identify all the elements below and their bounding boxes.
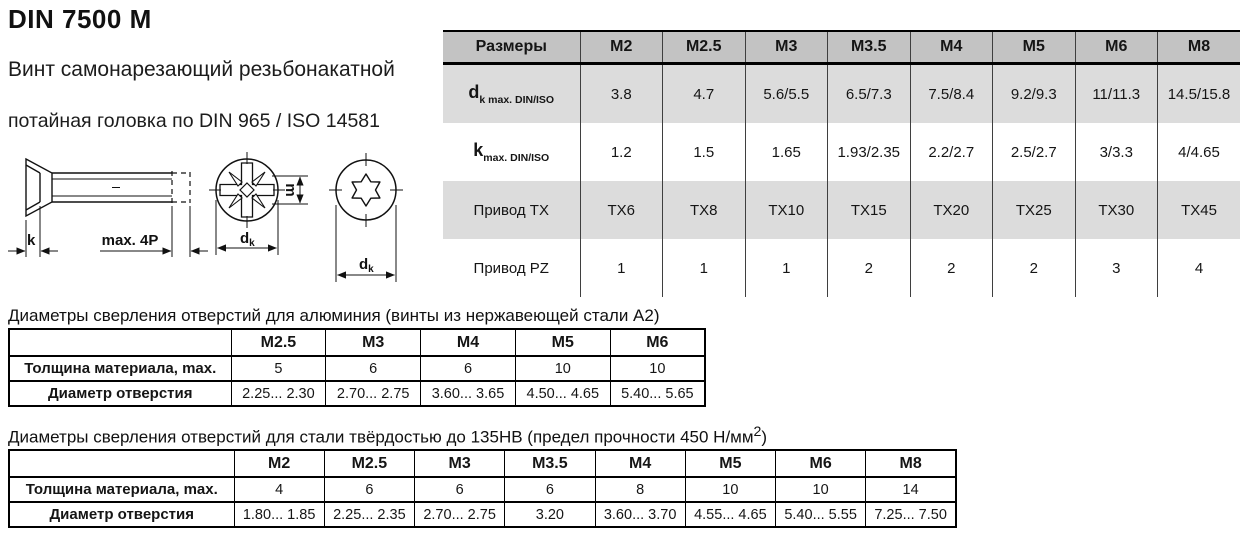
- cell-value: 14: [866, 477, 956, 502]
- row-k-max: [443, 123, 1240, 181]
- head-standard-note: потайная головка по DIN 965 / ISO 14581: [8, 110, 380, 132]
- cell-value: 5.40... 5.55: [776, 502, 866, 527]
- row-drive-pz: [443, 239, 1240, 297]
- dim-label-dk-pz: $d_k$: [240, 230, 255, 249]
- cell-value: 1.5: [663, 123, 746, 181]
- col-header-sizes: Размеры: [443, 31, 580, 64]
- dimensions-header-row: [443, 31, 1240, 64]
- col-header-m8: M8: [866, 450, 956, 477]
- cell-value: 6.5/7.3: [828, 64, 911, 124]
- row-label-k: $k_{max. DIN/ISO}$: [473, 140, 550, 164]
- cell-value: 11/11.3: [1075, 64, 1158, 124]
- col-header-m5: M5: [685, 450, 775, 477]
- cell-value: 1.65: [745, 123, 828, 181]
- cell-value: 3/3.3: [1075, 123, 1158, 181]
- col-header-m3: M3: [415, 450, 505, 477]
- cell-value: 1.93/2.35: [828, 123, 911, 181]
- cell-value: 10: [610, 356, 705, 381]
- cell-value: 10: [515, 356, 610, 381]
- cell-value: 6: [421, 356, 516, 381]
- cell-value: TX25: [993, 181, 1076, 239]
- superscript-2: 2: [753, 424, 762, 440]
- row-label-hole-diameter: Диаметр отверстия: [9, 502, 234, 527]
- col-header-empty: [9, 329, 231, 356]
- cell-value: 9.2/9.3: [993, 64, 1076, 124]
- cell-value: 4.55... 4.65: [685, 502, 775, 527]
- cell-value: 6: [324, 477, 414, 502]
- col-header-empty: [9, 450, 234, 477]
- col-header-m3: M3: [326, 329, 421, 356]
- cell-value: 3: [1075, 239, 1158, 297]
- cell-value: 2: [993, 239, 1076, 297]
- col-header-m2_5: M2.5: [231, 329, 326, 356]
- aluminum-header-row: [9, 329, 705, 356]
- cell-value: 3.60... 3.70: [595, 502, 685, 527]
- cell-value: TX15: [828, 181, 911, 239]
- dim-label-dk-tx: $d_k$: [359, 256, 374, 275]
- product-description: Винт самонарезающий резьбонакатной: [8, 58, 395, 81]
- cell-value: TX8: [663, 181, 746, 239]
- col-header-m3_5: M3.5: [828, 31, 911, 64]
- cell-value: TX6: [580, 181, 663, 239]
- cell-value: 3.8: [580, 64, 663, 124]
- aluminum-table: [8, 328, 706, 407]
- cell-value: 6: [415, 477, 505, 502]
- col-header-m2: M2: [580, 31, 663, 64]
- cell-value: 6: [326, 356, 421, 381]
- col-header-m3: M3: [745, 31, 828, 64]
- cell-value: 3.20: [505, 502, 595, 527]
- aluminum-hole-diameter-row: [9, 381, 705, 406]
- page-title: DIN 7500 M: [8, 4, 152, 34]
- col-header-m2_5: M2.5: [663, 31, 746, 64]
- cell-value: 2.70... 2.75: [415, 502, 505, 527]
- dim-label-m: m: [282, 183, 299, 197]
- cell-value: 4.7: [663, 64, 746, 124]
- cell-value: 1: [745, 239, 828, 297]
- row-drive-tx: [443, 181, 1240, 239]
- steel-header-row: [9, 450, 956, 477]
- steel-thickness-row: [9, 477, 956, 502]
- col-header-m5: M5: [515, 329, 610, 356]
- cell-value: 2.25... 2.35: [324, 502, 414, 527]
- cell-value: 14.5/15.8: [1158, 64, 1241, 124]
- cell-value: 2: [910, 239, 993, 297]
- cell-value: 4: [234, 477, 324, 502]
- col-header-m5: M5: [993, 31, 1076, 64]
- row-label-thickness: Толщина материала, max.: [9, 356, 231, 381]
- cell-value: 5.40... 5.65: [610, 381, 705, 406]
- col-header-m6: M6: [610, 329, 705, 356]
- dim-label-k: k: [27, 232, 36, 249]
- cell-value: 1.80... 1.85: [234, 502, 324, 527]
- steel-table-title: Диаметры сверления отверстий для стали твёрдостью до 135HB (предел прочности 450 $Н/мм^2$): [8, 424, 768, 447]
- cell-value: 4/4.65: [1158, 123, 1241, 181]
- row-label-dk: $d_{k max. DIN/ISO}$: [443, 64, 580, 124]
- steel-table: [8, 449, 957, 528]
- col-header-m3_5: M3.5: [505, 450, 595, 477]
- dim-label-max4p: max. 4P: [101, 232, 159, 249]
- cell-value: 8: [595, 477, 685, 502]
- steel-hole-diameter-row: [9, 502, 956, 527]
- cell-value: 10: [685, 477, 775, 502]
- col-header-m4: M4: [421, 329, 516, 356]
- col-header-m2: M2: [234, 450, 324, 477]
- cell-value: TX30: [1075, 181, 1158, 239]
- cell-value: 5.6/5.5: [745, 64, 828, 124]
- col-header-m6: M6: [776, 450, 866, 477]
- technical-drawings: [0, 145, 440, 305]
- cell-value: 2.70... 2.75: [326, 381, 421, 406]
- cell-value: TX10: [745, 181, 828, 239]
- row-label-drive-pz: Привод PZ: [473, 259, 549, 277]
- cell-value: 2.5/2.7: [993, 123, 1076, 181]
- row-dk-max: [443, 64, 1240, 124]
- dimensions-table: [443, 30, 1240, 297]
- cell-value: 2.2/2.7: [910, 123, 993, 181]
- cell-value: 2: [828, 239, 911, 297]
- cell-value: 1: [663, 239, 746, 297]
- cell-value: TX20: [910, 181, 993, 239]
- row-label-hole-diameter: Диаметр отверстия: [9, 381, 231, 406]
- cell-value: 4.50... 4.65: [515, 381, 610, 406]
- cell-value: 6: [505, 477, 595, 502]
- cell-value: 2.25... 2.30: [231, 381, 326, 406]
- cell-value: 10: [776, 477, 866, 502]
- col-header-m8: M8: [1158, 31, 1241, 64]
- cell-value: 7.5/8.4: [910, 64, 993, 124]
- aluminum-thickness-row: [9, 356, 705, 381]
- row-label-drive-tx: Привод TX: [443, 181, 580, 239]
- cell-value: 5: [231, 356, 326, 381]
- cell-value: TX45: [1158, 181, 1241, 239]
- col-header-m2_5: M2.5: [324, 450, 414, 477]
- col-header-m4: M4: [910, 31, 993, 64]
- col-header-m4: M4: [595, 450, 685, 477]
- cell-value: 3.60... 3.65: [421, 381, 516, 406]
- aluminum-table-title: Диаметры сверления отверстий для алюминия (винты из нержавеющей стали A2): [8, 306, 660, 325]
- cell-value: 4: [1158, 239, 1241, 297]
- cell-value: 1: [580, 239, 663, 297]
- cell-value: 1.2: [580, 123, 663, 181]
- cell-value: 7.25... 7.50: [866, 502, 956, 527]
- row-label-thickness: Толщина материала, max.: [9, 477, 234, 502]
- col-header-m6: M6: [1075, 31, 1158, 64]
- pz-recess-view: [209, 152, 308, 255]
